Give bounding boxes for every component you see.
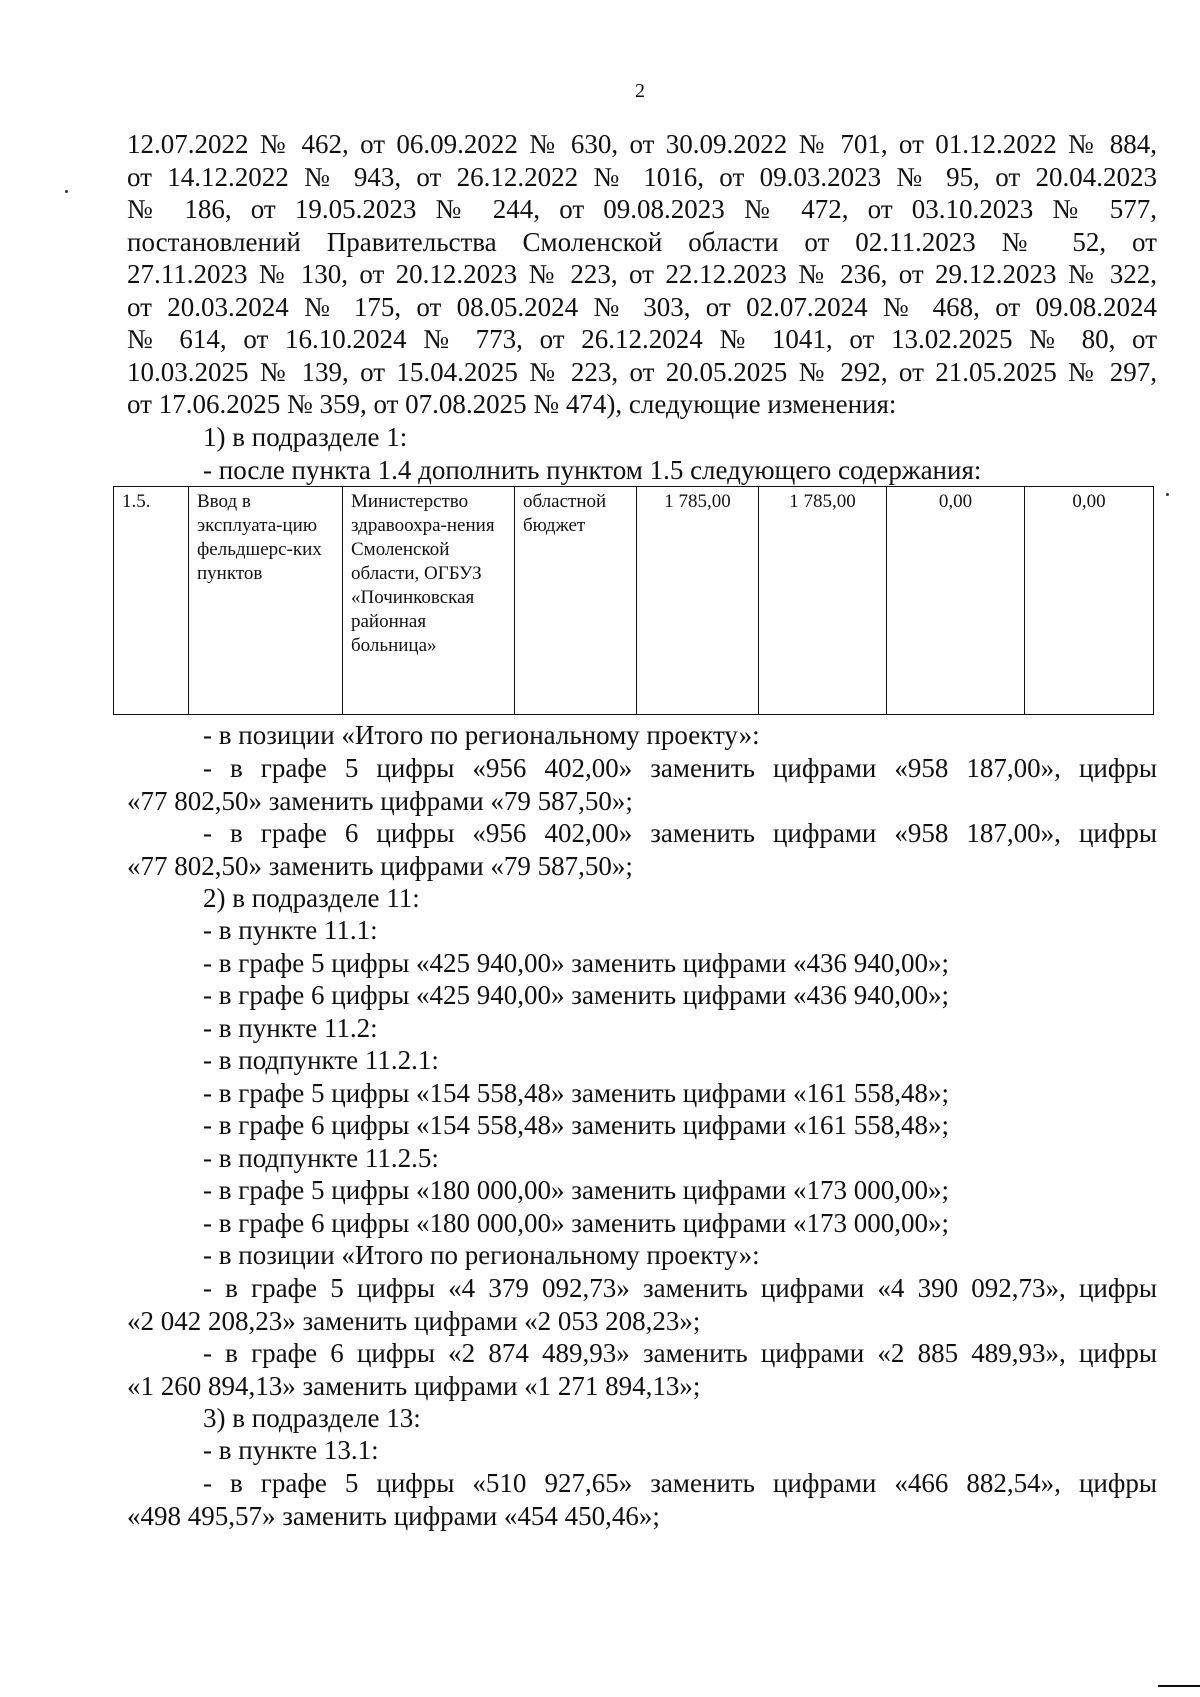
scan-speck	[1166, 493, 1169, 496]
list-item: - в графе 5 цифры «154 558,48» заменить цифрами «161 558,48»;	[203, 1078, 949, 1108]
list-item: - в позиции «Итого по региональному проекту»:	[203, 720, 760, 750]
paragraph-line: «77 802,50» заменить цифрами «79 587,50»;	[127, 785, 633, 816]
intro-line: постановлений Правительства Смоленской области от 02.11.2023 № 52, от	[127, 226, 1157, 257]
paragraph-line: - в графе 6 цифры «956 402,00» заменить цифрами «958 187,00», цифры	[203, 818, 1157, 848]
list-item: - в пункте 11.1:	[203, 915, 378, 945]
list-item: - в графе 5 цифры «425 940,00» заменить цифрами «436 940,00»;	[203, 948, 949, 978]
intro-line: 12.07.2022 № 462, от 06.09.2022 № 630, от 30.09.2022 № 701, от 01.12.2022 № 884,	[127, 129, 1157, 159]
list-item: - в графе 6 цифры «425 940,00» заменить цифрами «436 940,00»;	[203, 980, 949, 1010]
cell-item-name: Ввод в эксплуата-цию фельдшерс-ких пунктов	[189, 487, 343, 715]
page-number: 2	[635, 80, 645, 102]
cell-executor: Министерство здравоохра-нения Смоленской области, ОГБУЗ «Починковская районная больница»	[343, 487, 515, 715]
subsection-heading: 2) в подразделе 11:	[203, 883, 420, 913]
list-item: - в пункте 11.2:	[203, 1013, 378, 1043]
intro-line: № 614, от 16.10.2024 № 773, от 26.12.2024 № 1041, от 13.02.2025 № 80, от	[127, 324, 1157, 354]
list-item: - в подпункте 11.2.5:	[203, 1143, 439, 1173]
paragraph-line: «77 802,50» заменить цифрами «79 587,50»;	[127, 850, 633, 881]
intro-paragraph	[127, 128, 1157, 421]
list-item: - в графе 6 цифры «154 558,48» заменить цифрами «161 558,48»;	[203, 1110, 949, 1140]
intro-line: от 14.12.2022 № 943, от 26.12.2022 № 1016, от 09.03.2023 № 95, от 20.04.2023	[127, 161, 1157, 192]
amendment-paragraph	[127, 817, 1157, 882]
intro-line: от 17.06.2025 № 359, от 07.08.2025 № 474), следующие изменения:	[127, 389, 897, 419]
cell-item-number: 1.5.	[114, 487, 189, 715]
subsection-heading: 3) в подразделе 13:	[203, 1403, 421, 1433]
list-item: - в графе 5 цифры «180 000,00» заменить цифрами «173 000,00»;	[203, 1175, 949, 1205]
amendment-table	[113, 486, 1154, 715]
cell-funding-source: областной бюджет	[515, 487, 637, 715]
cell-col7-value: 0,00	[887, 487, 1025, 715]
list-item: - в позиции «Итого по региональному проекту»:	[203, 1240, 760, 1270]
paragraph-line: - в графе 5 цифры «956 402,00» заменить цифрами «958 187,00», цифры	[203, 753, 1157, 783]
list-item: - в графе 6 цифры «180 000,00» заменить цифрами «173 000,00»;	[203, 1208, 949, 1238]
paragraph-line: «1 260 894,13» заменить цифрами «1 271 894,13»;	[127, 1370, 701, 1401]
paragraph-line: - в графе 5 цифры «4 379 092,73» заменить цифрами «4 390 092,73», цифры	[203, 1273, 1157, 1303]
cell-col6-value: 1 785,00	[759, 487, 887, 715]
amendment-paragraph	[127, 1272, 1157, 1337]
scan-edge-mark	[1158, 1685, 1200, 1687]
intro-line: 27.11.2023 № 130, от 20.12.2023 № 223, от 22.12.2023 № 236, от 29.12.2023 № 322,	[127, 259, 1157, 289]
paragraph-line: «2 042 208,23» заменить цифрами «2 053 208,23»;	[127, 1305, 701, 1336]
cell-col5-value: 1 785,00	[637, 487, 759, 715]
amendment-paragraph	[127, 752, 1157, 817]
paragraph-line: «498 495,57» заменить цифрами «454 450,46»;	[127, 1500, 660, 1531]
paragraph-line: - в графе 5 цифры «510 927,65» заменить цифрами «466 882,54», цифры	[203, 1468, 1157, 1498]
scan-speck	[65, 190, 68, 193]
insert-note: - после пункта 1.4 дополнить пунктом 1.5 следующего содержания:	[203, 455, 982, 485]
amendment-paragraph	[127, 1467, 1157, 1532]
intro-line: 10.03.2025 № 139, от 15.04.2025 № 223, от 20.05.2025 № 292, от 21.05.2025 № 297,	[127, 356, 1157, 387]
list-item: - в подпункте 11.2.1:	[203, 1045, 439, 1075]
table-row	[114, 487, 1154, 715]
intro-line: от 20.03.2024 № 175, от 08.05.2024 № 303, от 02.07.2024 № 468, от 09.08.2024	[127, 291, 1157, 322]
list-item: - в пункте 13.1:	[203, 1435, 379, 1465]
intro-line: № 186, от 19.05.2023 № 244, от 09.08.2023 № 472, от 03.10.2023 № 577,	[127, 194, 1157, 224]
paragraph-line: - в графе 6 цифры «2 874 489,93» заменить цифрами «2 885 489,93», цифры	[203, 1338, 1157, 1368]
subsection-heading: 1) в подразделе 1:	[203, 422, 408, 452]
amendment-paragraph	[127, 1337, 1157, 1402]
cell-col8-value: 0,00	[1025, 487, 1154, 715]
